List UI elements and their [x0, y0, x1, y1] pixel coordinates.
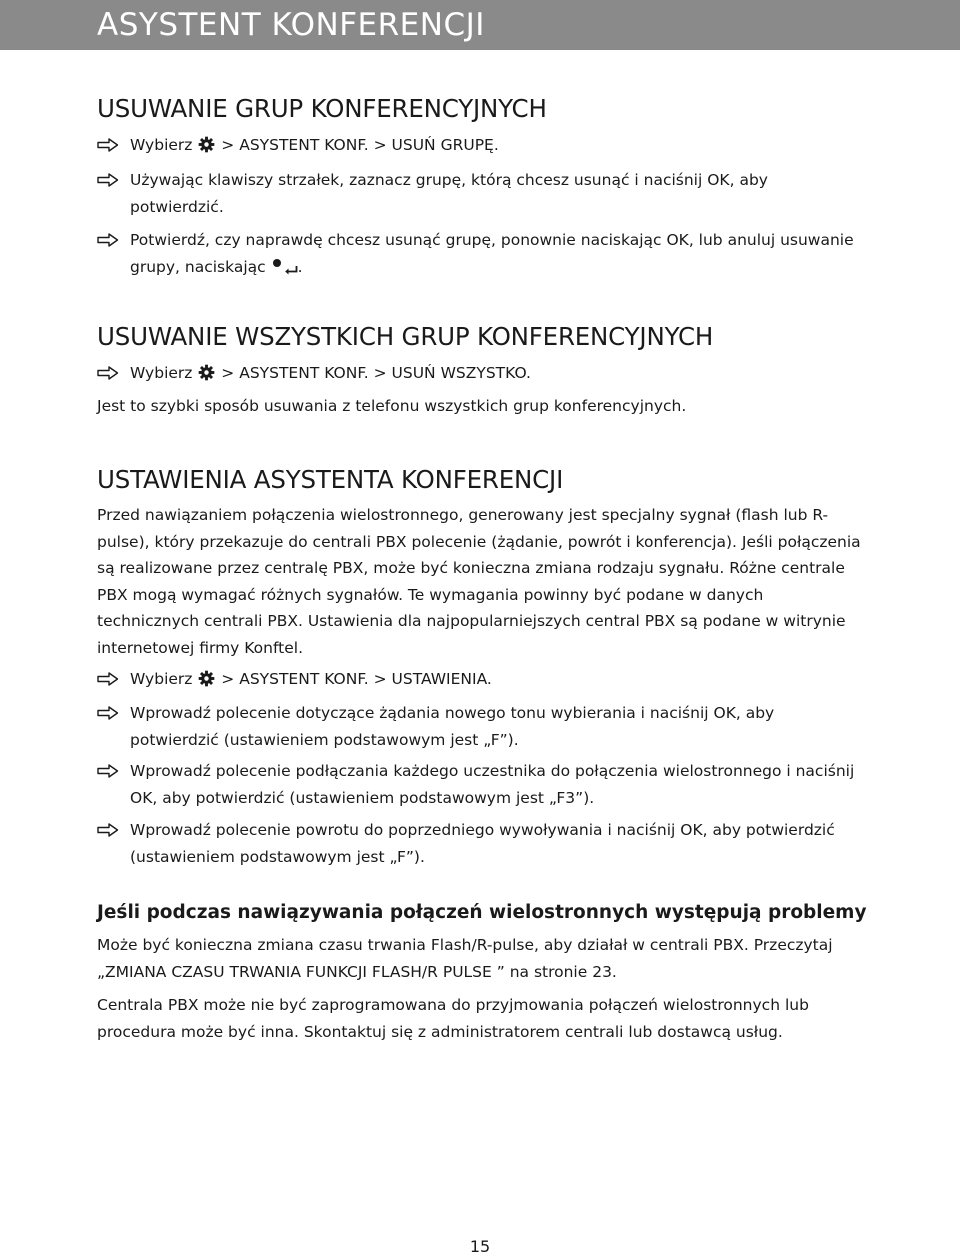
step-suffix: .: [297, 258, 303, 276]
arrow-right-icon: [97, 706, 119, 720]
back-icon: [284, 265, 298, 275]
step-text: Potwierdź, czy naprawdę chcesz usunąć grupę, ponownie naciskając OK, lub anuluj usuwanie grupy, naciskając: [130, 231, 854, 276]
step-settings-1: [97, 666, 857, 693]
gear-icon: [198, 364, 215, 381]
menu-path: > ASYSTENT KONF. > USTAWIENIA.: [221, 670, 492, 688]
step-text: Wybierz: [130, 364, 193, 382]
step-delete-groups-2: [97, 167, 857, 221]
step-delete-groups-3: [97, 227, 857, 281]
step-text: Wprowadź polecenie powrotu do poprzedniego wywoływania i naciśnij OK, aby potwierdzić (ustawieniem podstawowym jest „F”).: [130, 821, 835, 866]
problems-paragraph-1: Może być konieczna zmiana czasu trwania Flash/R-pulse, aby działał w centrali PBX. Przeczytaj „ZMIANA CZASU TRWANIA FUNKCJI FLASH/R PULSE ” na stronie 23.: [97, 936, 833, 981]
heading-delete-all: USUWANIE WSZYSTKICH GRUP KONFERENCYJNYCH: [97, 322, 714, 351]
step-settings-2: [97, 700, 857, 754]
gear-icon: [198, 670, 215, 687]
page-title: ASYSTENT KONFERENCJI: [97, 7, 485, 43]
page-number: 15: [469, 1237, 491, 1256]
menu-path: > ASYSTENT KONF. > USUŃ WSZYSTKO.: [221, 364, 531, 382]
step-settings-4: [97, 817, 857, 871]
arrow-right-icon: [97, 823, 119, 837]
arrow-right-icon: [97, 233, 119, 247]
step-delete-groups-1: [97, 132, 857, 159]
step-delete-all-1: [97, 360, 857, 387]
arrow-right-icon: [97, 764, 119, 778]
menu-path: > ASYSTENT KONF. > USUŃ GRUPĘ.: [221, 136, 499, 154]
heading-problems: Jeśli podczas nawiązywania połączeń wielostronnych występują problemy: [97, 902, 867, 923]
header-bar: [0, 0, 960, 50]
step-text: Używając klawiszy strzałek, zaznacz grupę, którą chcesz usunąć i naciśnij OK, aby potwierdzić.: [130, 171, 768, 216]
settings-intro: Przed nawiązaniem połączenia wielostronnego, generowany jest specjalny sygnał (flash lub R-pulse), który przekazuje do centrali PBX polecenie (żądanie, powrót i konferencja). Jeśli połączenia są realizowane przez centralę PBX, może być konieczna zmiana rodzaju sygnału. Różne centrale PBX mogą wymagać różnych sygnałów. Te wymagania powinny być podane w danych technicznych centrali PBX. Ustawienia dla najpopularniejszych central PBX są podane w witrynie internetowej firmy Konftel.: [97, 506, 861, 657]
dot-icon: [273, 259, 281, 267]
step-settings-3: [97, 758, 857, 812]
arrow-right-icon: [97, 366, 119, 380]
arrow-right-icon: [97, 173, 119, 187]
step-text: Wybierz: [130, 670, 193, 688]
step-text: Wprowadź polecenie dotyczące żądania nowego tonu wybierania i naciśnij OK, aby potwierdzić (ustawieniem podstawowym jest „F”).: [130, 704, 775, 749]
delete-all-note: Jest to szybki sposób usuwania z telefonu wszystkich grup konferencyjnych.: [97, 397, 687, 415]
step-text: Wybierz: [130, 136, 193, 154]
heading-delete-groups: USUWANIE GRUP KONFERENCYJNYCH: [97, 94, 547, 123]
problems-paragraph-2: Centrala PBX może nie być zaprogramowana do przyjmowania połączeń wielostronnych lub procedura może być inna. Skontaktuj się z administratorem centrali lub dostawcą usług.: [97, 996, 809, 1041]
arrow-right-icon: [97, 138, 119, 152]
heading-settings: USTAWIENIA ASYSTENTA KONFERENCJI: [97, 465, 564, 494]
gear-icon: [198, 136, 215, 153]
arrow-right-icon: [97, 672, 119, 686]
step-text: Wprowadź polecenie podłączania każdego uczestnika do połączenia wielostronnego i naciśnij OK, aby potwierdzić (ustawieniem podstawowym jest „F3”).: [130, 762, 855, 807]
